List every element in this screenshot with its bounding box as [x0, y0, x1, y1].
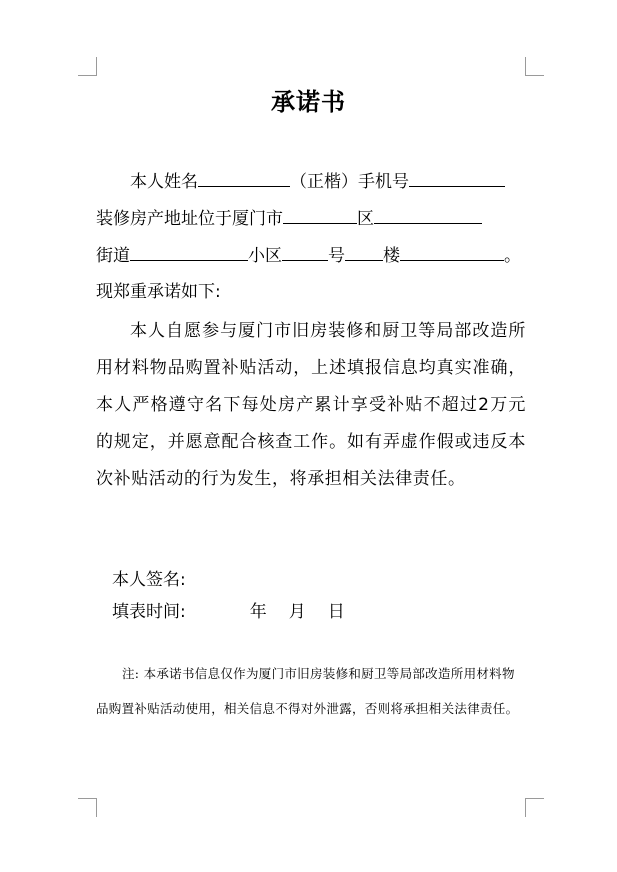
address-line	[96, 205, 482, 231]
district-blank[interactable]	[374, 205, 482, 224]
district-label: 区	[357, 209, 374, 229]
city-blank[interactable]	[283, 205, 357, 224]
day-label: 日	[327, 602, 345, 622]
pledge-intro: 现郑重承诺如下:	[96, 282, 221, 302]
month-label: 月	[288, 602, 306, 622]
phone-label: 手机号	[358, 172, 409, 192]
community-blank[interactable]	[282, 242, 328, 261]
date-label: 填表时间:	[112, 602, 186, 622]
phone-blank[interactable]	[409, 168, 505, 187]
footnote: 注: 本承诺书信息仅作为厦门市旧房装修和厨卫等局部改造所用材料物品购置补贴活动使用，相关信息不得对外泄露，否则将承担相关法律责任。	[96, 666, 519, 716]
building-label: 楼	[383, 246, 400, 266]
building-blank[interactable]	[400, 242, 504, 261]
crop-mark-bottom-right	[525, 798, 544, 817]
regular-script-note: （正楷）	[290, 172, 358, 192]
community-label: 小区	[248, 246, 282, 266]
page-title: 承诺书	[271, 87, 346, 116]
street-label: 街道	[96, 246, 130, 266]
number-blank[interactable]	[345, 242, 383, 261]
crop-mark-bottom-left	[78, 798, 97, 817]
address-prefix: 装修房产地址位于厦门市	[96, 209, 283, 229]
name-blank[interactable]	[198, 168, 290, 187]
line-end-period: 。	[504, 246, 521, 266]
date-row	[112, 597, 345, 622]
pledge-paragraph: 本人自愿参与厦门市旧房装修和厨卫等局部改造所用材料物品购置补贴活动，上述填报信息均真实准确，本人严格遵守名下每处房产累计享受补贴不超过2万元的规定，并愿意配合核查工作。如有弄虚作假或违反本次补贴活动的行为发生，将承担相关法律责任。	[96, 321, 526, 489]
signature-label: 本人签名:	[112, 570, 186, 590]
name-label: 本人姓名	[130, 172, 198, 192]
number-label: 号	[328, 246, 345, 266]
year-label: 年	[249, 602, 267, 622]
street-line	[96, 242, 521, 268]
street-blank[interactable]	[130, 242, 248, 261]
crop-mark-top-right	[525, 57, 544, 76]
name-phone-line	[130, 168, 505, 194]
signature-row	[112, 565, 186, 590]
crop-mark-top-left	[78, 57, 97, 76]
